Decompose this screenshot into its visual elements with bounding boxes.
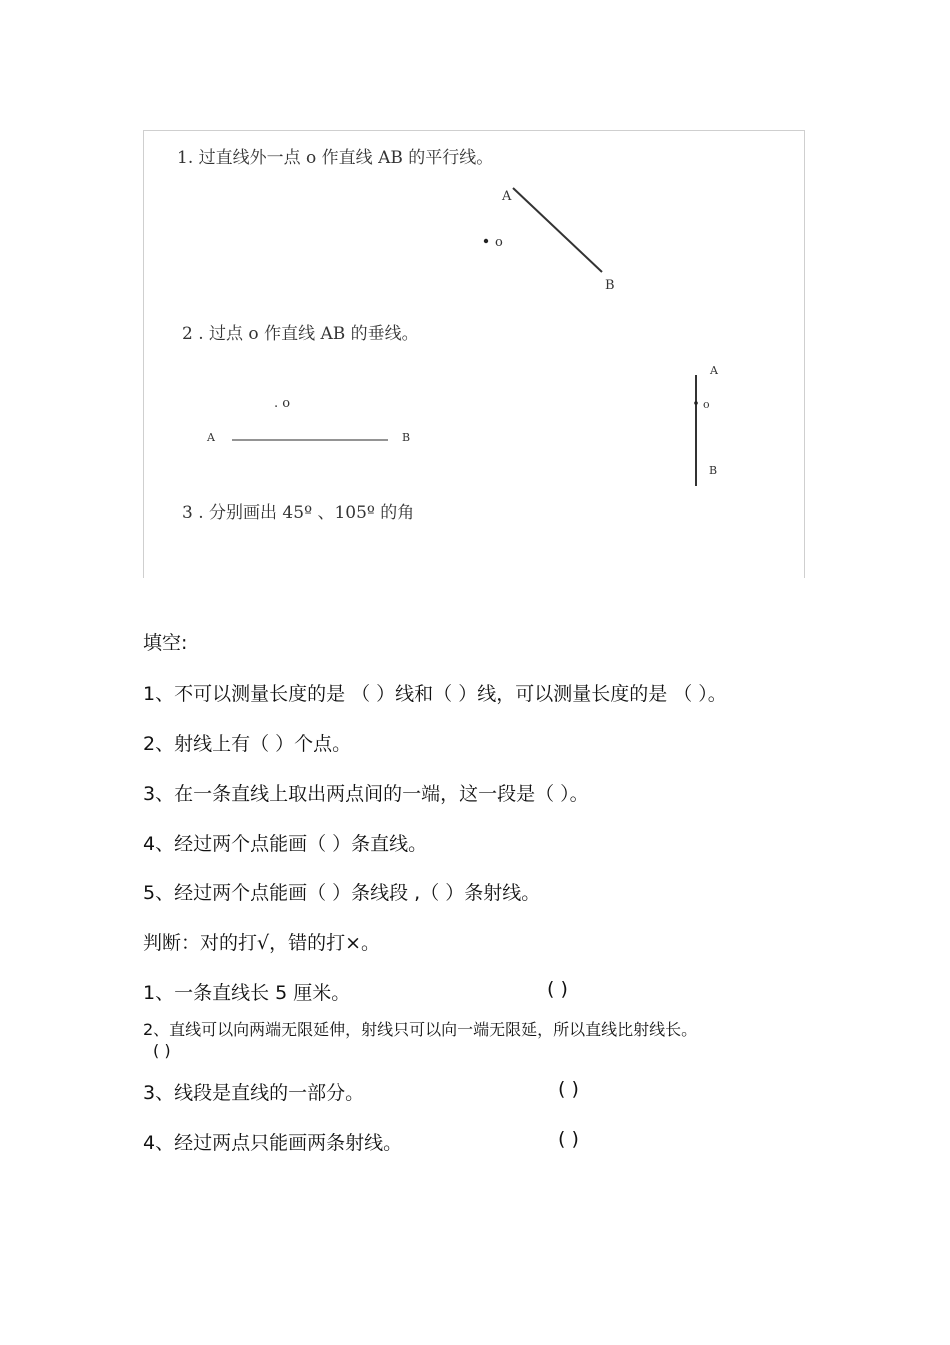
fill-blank-item-4: 4、经过两个点能画（ ）条直线。	[143, 833, 428, 855]
q2b-point-o	[694, 401, 698, 405]
q2b-label-b: B	[709, 464, 718, 477]
tf-item-4-answer: ( )	[558, 1128, 579, 1150]
question-3: 3 . 分别画出 45º 、105º 的角	[182, 503, 415, 523]
question-2: 2 . 过点 o 作直线 AB 的垂线。	[182, 324, 419, 344]
q2-label-a: A	[207, 431, 215, 444]
fill-blank-item-5: 5、经过两个点能画（ ）条线段 ,（ ）条射线。	[143, 882, 541, 904]
q2-label-b: B	[402, 431, 411, 444]
question-1: 1. 过直线外一点 o 作直线 AB 的平行线。	[177, 148, 494, 168]
true-false-heading: 判断：对的打√，错的打×。	[143, 932, 381, 954]
q2b-label-a: A	[710, 364, 718, 377]
fill-blank-item-1: 1、不可以测量长度的是 （ ）线和（ ）线，可以测量长度的是 （ ）。	[143, 683, 727, 705]
q1-point-o	[484, 239, 488, 243]
tf-item-3-answer: ( )	[558, 1078, 579, 1100]
tf-item-1-answer: ( )	[547, 978, 568, 1000]
fill-blank-item-2: 2、射线上有（ ）个点。	[143, 733, 352, 755]
tf-item-3: 3、线段是直线的一部分。	[143, 1082, 365, 1104]
q2-label-period-o: . o	[274, 396, 291, 411]
q2b-label-o: o	[703, 398, 710, 411]
q1-label-b: B	[605, 278, 615, 293]
tf-item-2-answer: ( )	[153, 1041, 171, 1060]
q1-label-a: A	[502, 189, 512, 204]
q1-line-ab	[513, 188, 602, 272]
tf-item-4: 4、经过两点只能画两条射线。	[143, 1132, 403, 1154]
q1-label-o: o	[495, 235, 503, 250]
fill-blank-heading: 填空:	[143, 632, 188, 654]
fill-blank-item-3: 3、在一条直线上取出两点间的一端，这一段是（ ）。	[143, 783, 589, 805]
tf-item-1: 1、一条直线长 5 厘米。	[143, 982, 351, 1004]
tf-item-2: 2、直线可以向两端无限延伸，射线只可以向一端无限延，所以直线比射线长。	[143, 1020, 698, 1039]
